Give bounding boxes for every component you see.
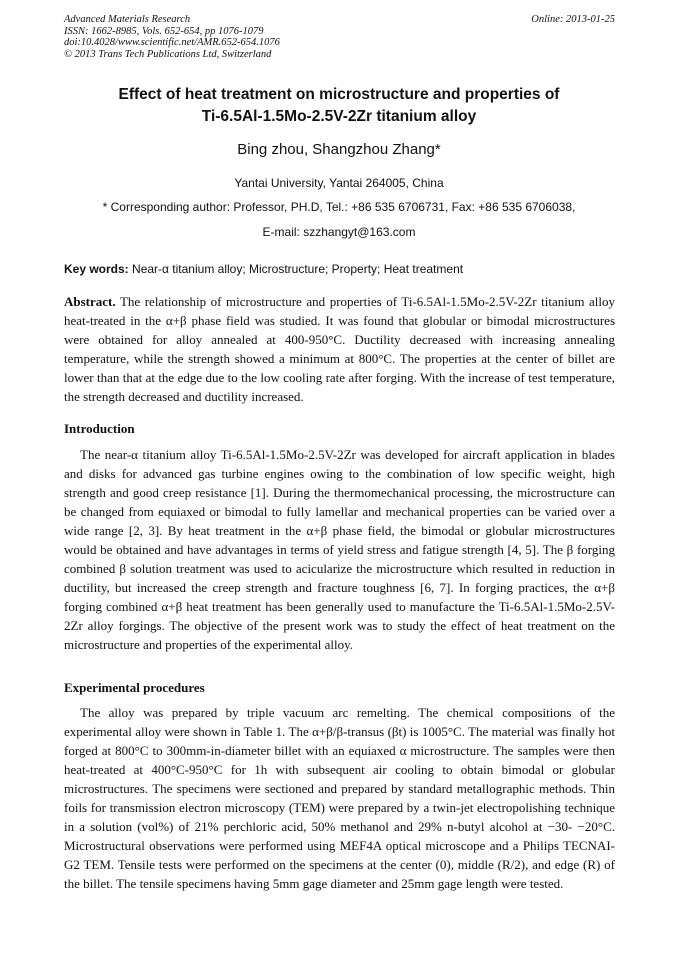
paper-title xyxy=(40,84,638,128)
corresponding-author: * Corresponding author: Professor, PH.D, Tel.: +86 535 6706731, Fax: +86 535 6706038, xyxy=(102,200,576,214)
abstract xyxy=(64,292,615,406)
journal-name: Advanced Materials Research xyxy=(64,14,191,25)
introduction-heading: Introduction xyxy=(64,421,135,436)
abstract-text: The relationship of microstructure and properties of Ti-6.5Al-1.5Mo-2.5V-2Zr titanium alloy heat-treated in the α+β phase field was studied. It was found that globular or bimodal microstructures were obtained for alloy annealed at 400-950°C. Ductility decreased with increasing annealing temperature, while the strength showed a minimum at 800°C. The properties at the center of billet are lower than that at the edge due to the low cooling rate after forging. With the increase of test temperature, the strength decreased and ductility increased. xyxy=(64,294,615,404)
experimental-heading: Experimental procedures xyxy=(64,680,205,695)
experimental-section xyxy=(64,703,615,893)
experimental-text: The alloy was prepared by triple vacuum arc remelting. The chemical compositions of the experimental alloy were shown in Table 1. The α+β/β-transus (βt) is 1005°C. The material was finally hot forged at 800°C to 300mm-in-diameter billet with an equiaxed α microstructure. The samples were then heat-treated at 400°C-950°C for 1h with subsequent air cooling to obtain bimodal or globular microstructures. The specimens were sectioned and prepared by standard metallographic methods. Thin foils for transmission electron microscopy (TEM) were prepared by a twin-jet electropolishing technique in a solution (vol%) of 21% perchloric acid, 50% methanol and 29% n-butyl alcohol at −30- −20°C. Microstructural observations were performed using MEF4A optical microscope and a Philips TECNAI-G2 TEM. Tensile tests were performed on the specimens at the center (0), middle (R/2), and edge (R) of the billet. The tensile specimens having 5mm gage diameter and 25mm gage length were tested. xyxy=(64,705,615,891)
doi-line: doi:10.4028/www.scientific.net/AMR.652-654.1076 xyxy=(64,37,280,48)
issn-line: ISSN: 1662-8985, Vols. 652-654, pp 1076-1079 xyxy=(64,25,264,37)
affiliation: Yantai University, Yantai 264005, China xyxy=(234,176,444,190)
introduction-section xyxy=(64,445,615,654)
email: E-mail: szzhangyt@163.com xyxy=(262,225,416,239)
online-date: Online: 2013-01-25 xyxy=(531,14,615,25)
keywords-text: Near-α titanium alloy; Microstructure; Property; Heat treatment xyxy=(128,262,464,276)
title-line-2: Ti-6.5Al-1.5Mo-2.5V-2Zr titanium alloy xyxy=(201,108,477,125)
abstract-label: Abstract. xyxy=(64,294,116,309)
authors: Bing zhou, Shangzhou Zhang* xyxy=(237,141,441,158)
title-line-1: Effect of heat treatment on microstructure and properties of xyxy=(118,86,560,103)
keywords-label: Key words: xyxy=(64,262,129,276)
journal-header xyxy=(64,14,615,60)
introduction-text: The near-α titanium alloy Ti-6.5Al-1.5Mo-2.5V-2Zr was developed for aircraft application in blades and disks for advanced gas turbine engines owing to the combination of low specific weight, high strength and good creep resistance [1]. During the thermomechanical processing, the microstructure can be changed from equiaxed or bimodal to fully lamellar and mechanical properties can be varied over a wide range [2, 3]. By heat treatment in the α+β phase field, the bimodal or globular microstructures would be obtained and have advantages in terms of yield stress and fatigue strength [4, 5]. The β forging combined β solution treatment was used to acicularize the microstructure which resulted in reduction in ductility, but increased the creep strength and fracture toughness [6, 7]. In forging practices, the α+β forging combined α+β heat treatment has been generally used to manufacture the Ti-6.5Al-1.5Mo-2.5V-2Zr alloy forgings. The objective of the present work was to study the effect of heat treatment on the microstructure and properties of the experimental alloy. xyxy=(64,447,615,652)
copyright-line: © 2013 Trans Tech Publications Ltd, Switzerland xyxy=(64,48,272,60)
keywords xyxy=(64,262,615,276)
